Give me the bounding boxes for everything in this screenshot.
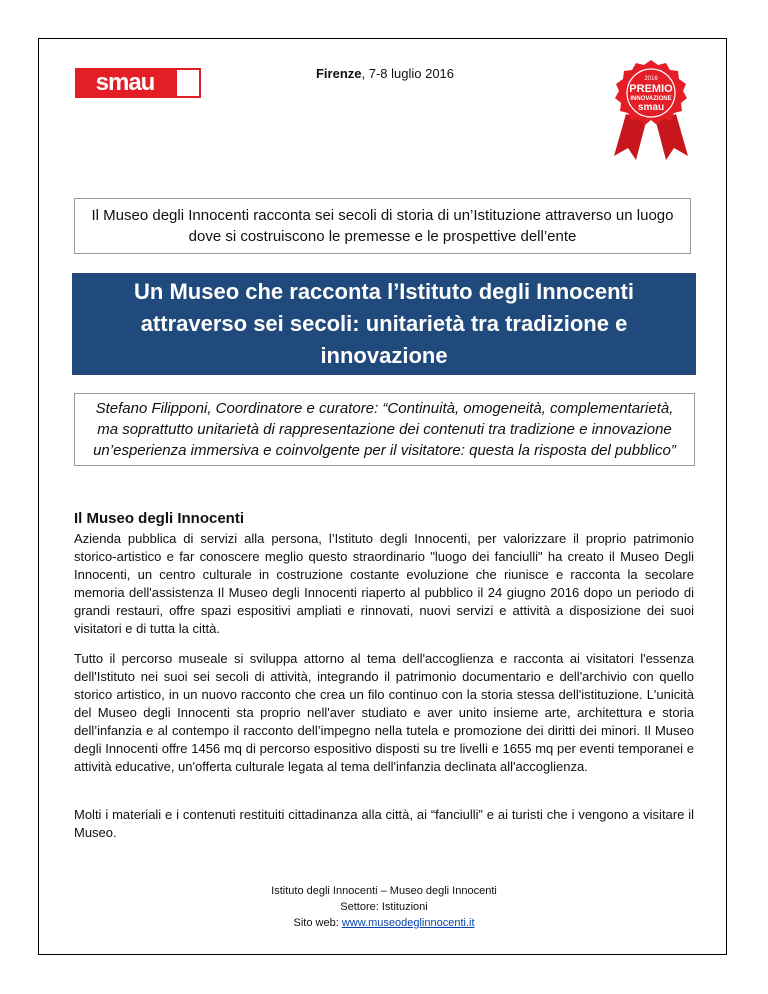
subtitle-box: Il Museo degli Innocenti racconta sei secoli di storia di un’Istituzione attraverso un luogo dove si costruiscono le premesse e le prospettive dell’ente [74, 198, 691, 254]
event-date: , 7-8 luglio 2016 [361, 66, 455, 81]
badge-line2: INNOVAZIONE [630, 96, 672, 102]
website-link[interactable]: www.museodeglinnocenti.it [341, 917, 475, 929]
smau-logo-text: smau [75, 68, 175, 98]
main-title-text: Un Museo che racconta l’Istituto degli Innocenti attraverso sei secoli: unitarietà tra tradizione e innovazione [134, 279, 634, 368]
quote-box: Stefano Filipponi, Coordinatore e curatore: “Continuità, omogeneità, complementarietà, ma soprattutto unitarietà di rappresentazione dei contenuti tra tradizione e innovazione un’esperienza immersiva e coinvolgente per il visitatore: questa la risposta del pubblico” [74, 393, 695, 466]
section-heading: Il Museo degli Innocenti [74, 510, 245, 527]
smau-logo-box [175, 68, 201, 98]
event-dateline [250, 66, 520, 81]
main-title [72, 273, 696, 375]
paragraph-2: Tutto il percorso museale si sviluppa attorno al tema dell'accoglienza e racconta ai visitatori l'essenza dell'Istituto nei suoi sei secoli di attività, integrando il patrimonio documentario e dell'archivio con quello storico artistico, in un nuovo racconto che crea un filo continuo con la storia stessa dell'istituzione. L'unicità del Museo degli Innocenti sta proprio nell'aver studiato e aver unito insieme arte, architettura e storia dell’infanzia e al contempo il racconto dell’impegno nella tutela e promozione dei diritti dei minori. Il Museo degli Innocenti offre 1456 mq di percorso espositivo disposti su tre livelli e 1655 mq per eventi temporanei e attività educative, un'offerta culturale legata al tema dell'infanzia declinata all'accoglienza. [74, 651, 694, 774]
premio-innovazione-badge-icon [608, 56, 694, 164]
footer [200, 883, 568, 931]
paragraph-3: Molti i materiali e i contenuti restituiti cittadinanza alla città, ai “fanciulli” e ai turisti che i vengono a visitare il Museo. [74, 807, 694, 840]
event-city: Firenze [315, 66, 362, 81]
badge-year: 2016 [644, 76, 658, 82]
footer-line1: Istituto degli Innocenti – Museo degli Innocenti [271, 885, 497, 897]
badge-line3: smau [637, 102, 665, 113]
footer-line2: Settore: Istituzioni [340, 901, 428, 913]
paragraph-1: Azienda pubblica di servizi alla persona, l’Istituto degli Innocenti, per valorizzare il proprio patrimonio storico-artistico e far conoscere meglio questo straordinario "luogo dei fanciulli" ha creato il Museo Degli Innocenti, un centro culturale in costruzione costante evoluzione che riunisce e racconta la secolare memoria dell'assistenza Il Museo degli Innocenti riaperto al pubblico il 24 giugno 2016 dopo un periodo di grandi restauri, offre spazi espositivi ampliati e rinnovati, nuovi servizi e attività a disposizione dei suoi visitatori e di tutta la città. [74, 531, 694, 636]
footer-web-label: Sito web: [293, 917, 342, 929]
smau-logo [75, 68, 201, 98]
badge-line1: PREMIO [629, 83, 673, 95]
footer-web [200, 915, 568, 931]
